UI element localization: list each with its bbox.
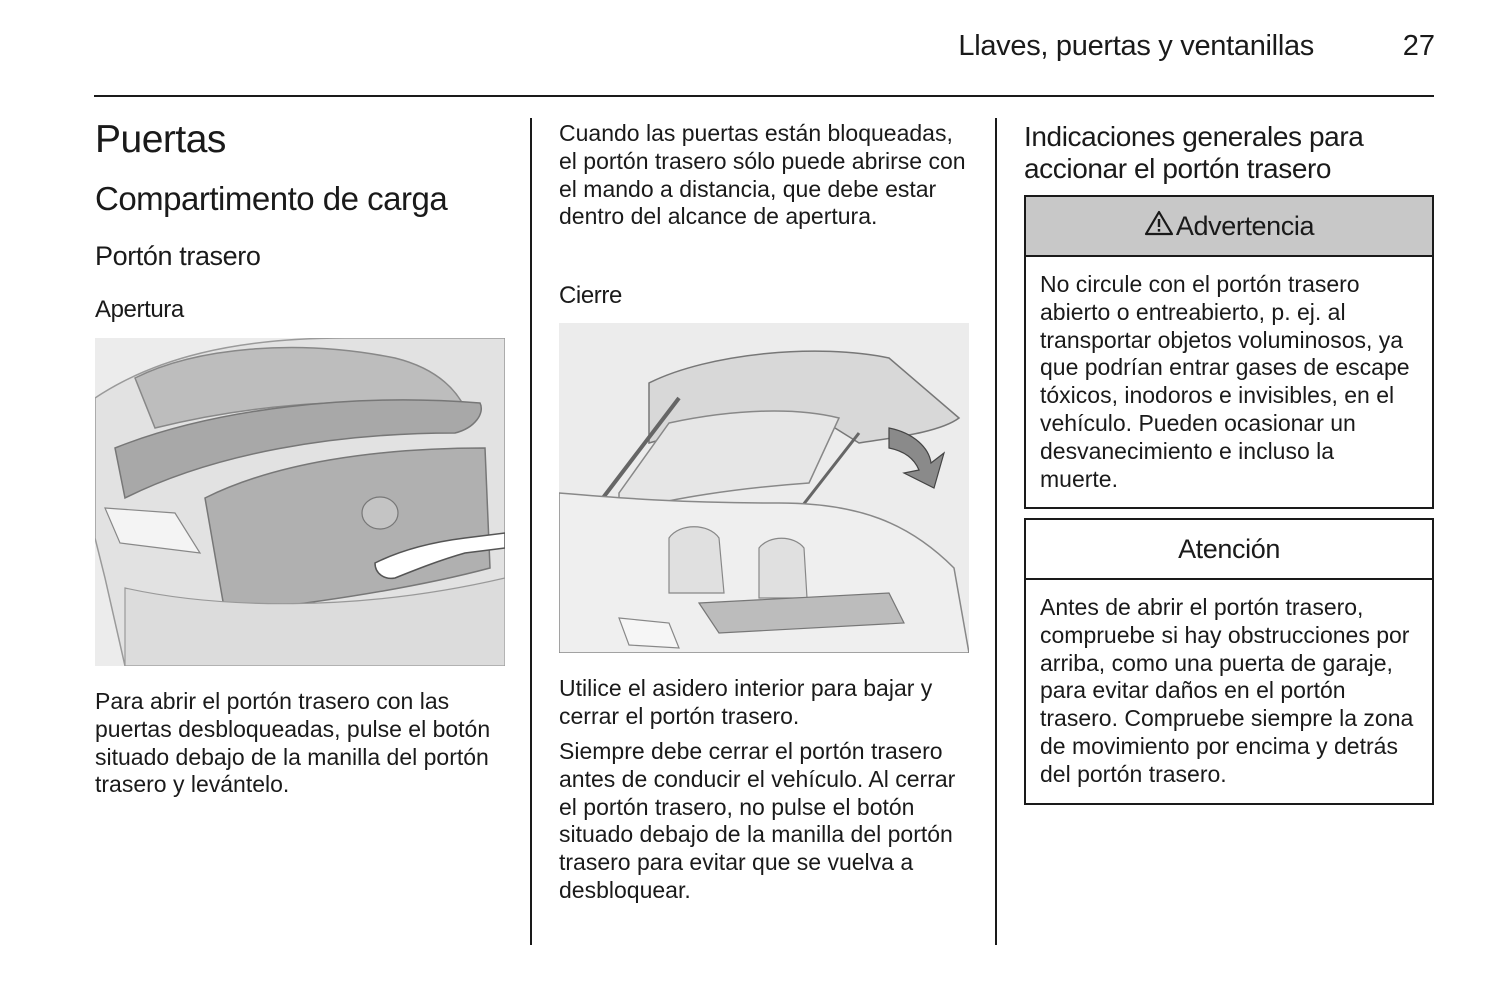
running-header-title: Llaves, puertas y ventanillas	[958, 30, 1314, 62]
caution-box-title: Atención	[1178, 533, 1280, 564]
caution-box-header	[1026, 520, 1432, 580]
warning-box-title: Advertencia	[1175, 210, 1315, 241]
section-title: Puertas	[95, 118, 226, 161]
tailgate-closing-illustration	[559, 323, 969, 653]
closing-warning-text: Siempre debe cerrar el portón trasero antes de conducir el vehículo. Al cerrar el portón trasero, no pulse el botón situado debajo de la manilla del portón trasero para evitar que se vuelva a desbloquear.	[559, 738, 956, 903]
column-divider-2	[995, 118, 997, 945]
closing-instructions: Utilice el asidero interior para bajar y cerrar el portón trasero.	[559, 675, 933, 729]
general-instructions-heading: Indicaciones generales para accionar el portón trasero	[1024, 121, 1364, 184]
subsection-title: Compartimento de carga	[95, 180, 448, 217]
warning-box-header	[1026, 197, 1432, 257]
opening-instructions: Para abrir el portón trasero con las puertas desbloqueadas, pulse el botón situado debajo de la manilla del portón trasero y levántelo.	[95, 688, 491, 798]
figure-tailgate-opening	[95, 338, 505, 666]
subtopic-title-apertura: Apertura	[95, 296, 184, 323]
caution-box-body: Antes de abrir el portón trasero, compruebe si hay obstrucciones por arriba, como una puerta de garaje, para evitar daños en el portón trasero. Compruebe siempre la zona de movimiento por encima y detrás del portón trasero.	[1040, 594, 1414, 787]
header-rule	[94, 95, 1434, 97]
topic-title: Portón trasero	[95, 241, 261, 271]
page-number: 27	[1402, 30, 1435, 62]
warning-triangle-icon	[1144, 210, 1174, 243]
caution-box	[1024, 518, 1434, 805]
warning-box	[1024, 195, 1434, 509]
subtopic-title-cierre: Cierre	[559, 282, 622, 309]
column-divider-1	[530, 118, 532, 945]
tailgate-opening-illustration	[95, 338, 505, 666]
locked-doors-note: Cuando las puertas están bloqueadas, el portón trasero sólo puede abrirse con el mando a distancia, que debe estar dentro del alcance de apertura.	[559, 120, 966, 230]
figure-tailgate-closing	[559, 323, 969, 653]
warning-box-body: No circule con el portón trasero abierto o entreabierto, p. ej. al transportar objetos voluminosos, ya que podrían entrar gases de escape tóxicos, inodoros e invisibles, en el vehículo. Pueden ocasionar un desvanecimiento e incluso la muerte.	[1040, 271, 1410, 492]
